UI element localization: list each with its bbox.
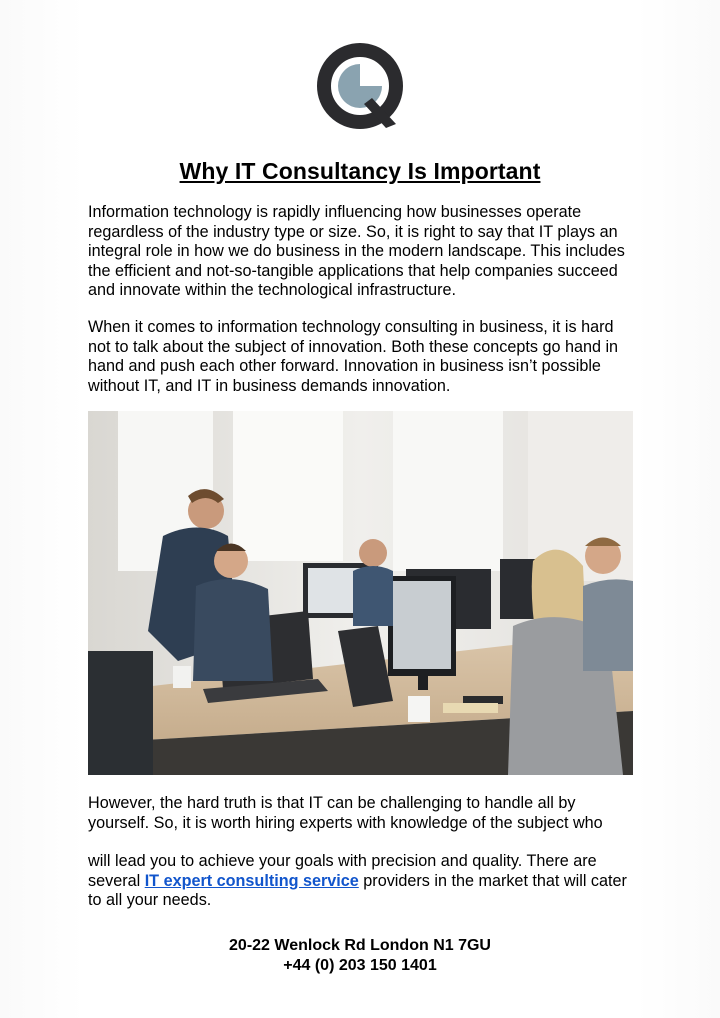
contact-footer — [0, 936, 720, 976]
services-text-before: will lead you to achieve your goals with precision and quality. There are several — [88, 852, 597, 890]
footer-address: 20-22 Wenlock Rd London N1 7GU — [229, 937, 491, 954]
it-consulting-service-link[interactable]: IT expert consulting service — [144, 871, 359, 890]
paragraph-innovation: When it comes to information technology consulting in business, it is hard not to talk about the subject of innovation. Both these concepts go hand in hand and push each other forward. Innovation in business isn’t possible without IT, and IT in business demands innovation. — [88, 318, 619, 395]
page-margin-right — [636, 0, 720, 1018]
services-text-after: providers in the market that will cater to all your needs. — [88, 871, 627, 910]
office-team-illustration — [88, 411, 633, 775]
office-team-photo — [88, 411, 633, 775]
page-margin-left — [0, 0, 84, 1018]
paragraph-services — [88, 852, 636, 911]
page-title: Why IT Consultancy Is Important — [179, 158, 541, 184]
q-logo-icon — [316, 42, 404, 130]
paragraph-hard-truth: However, the hard truth is that IT can be challenging to handle all by yourself. So, it is worth hiring experts with knowledge of the subject who — [88, 794, 603, 832]
paragraph-intro: Information technology is rapidly influencing how businesses operate regardless of the industry type or size. So, it is right to say that IT plays an integral role in how we do business in the modern landscape. This includes the efficient and not-so-tangible applications that help companies succeed and innovate within the technological infrastructure. — [88, 203, 625, 300]
footer-phone: +44 (0) 203 150 1401 — [283, 957, 437, 974]
